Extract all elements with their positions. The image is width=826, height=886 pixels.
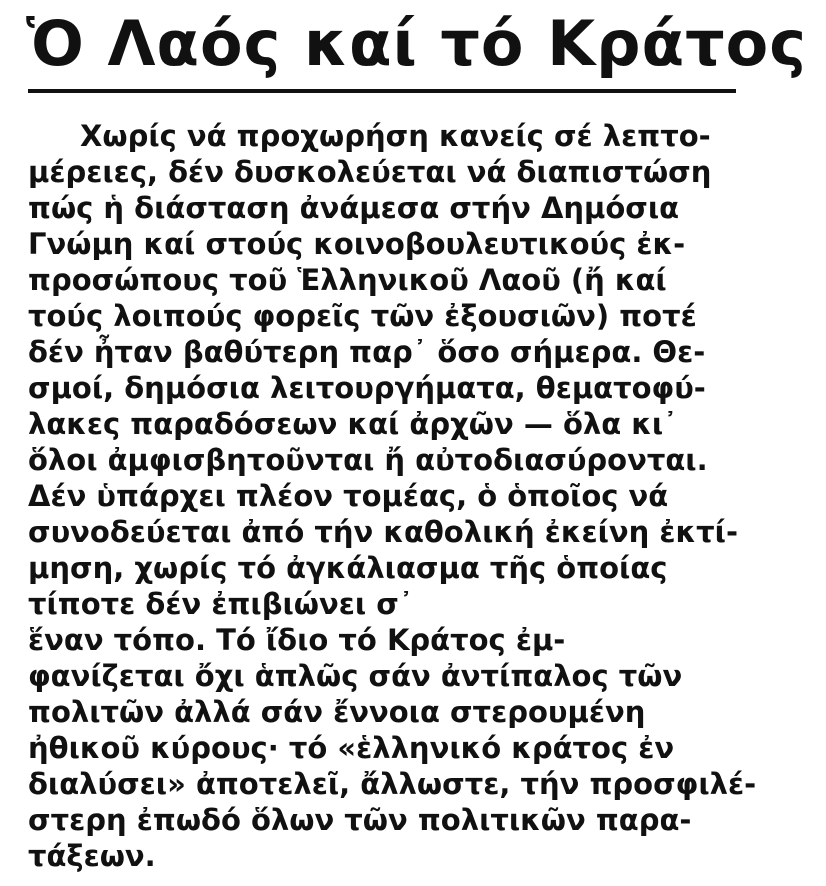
title-underline: [28, 89, 736, 93]
article-line-3: πώς ἡ διάσταση ἀνάμεσα στήν Δημόσια: [28, 191, 680, 225]
article-title: Ὁ Λαός καί τό Κράτος: [26, 7, 808, 80]
article-line-11: Δέν ὑπάρχει πλέον τομέας, ὁ ὁποῖος νά: [28, 479, 669, 513]
article-line-13: μηση, χωρίς τό ἀγκάλιασμα τῆς ὁποίας: [28, 551, 668, 585]
article-line-19: διαλύσει» ἀποτελεῖ, ἄλλωστε, τήν προσφιλέ-: [28, 767, 757, 801]
article-line-12: συνοδεύεται ἀπό τήν καθολική ἐκείνη ἐκτί-: [28, 515, 738, 549]
article-line-5: προσώπους τοῦ Ἑλληνικοῦ Λαοῦ (ἤ καί: [28, 263, 667, 297]
article-line-9: λακες παραδόσεων καί ἀρχῶν — ὅλα κι᾽: [28, 407, 678, 441]
article-line-10: ὅλοι ἀμφισβητοῦνται ἤ αὐτοδιασύρονται.: [28, 443, 708, 477]
article-line-2: μέρειες, δέν δυσκολεύεται νά διαπιστώση: [28, 155, 712, 189]
article-line-21: τάξεων.: [28, 839, 156, 873]
article-line-1: Χωρίς νά προχωρήση κανείς σέ λεπτο-: [80, 119, 711, 153]
article-line-14: τίποτε δέν ἐπιβιώνει σ᾽: [28, 587, 414, 621]
article-line-6: τούς λοιπούς φορεῖς τῶν ἐξουσιῶν) ποτέ: [28, 299, 697, 333]
article-line-18: ἠθικοῦ κύρους· τό «ἑλληνικό κράτος ἐν: [28, 731, 675, 765]
article-body: [28, 118, 802, 874]
article-line-20: στερη ἐπωδό ὅλων τῶν πολιτικῶν παρα-: [28, 803, 692, 837]
article-line-7: δέν ἦταν βαθύτερη παρ᾽ ὅσο σήμερα. Θε-: [28, 335, 706, 369]
article-line-8: σμοί, δημόσια λειτουργήματα, θεματοφύ-: [28, 371, 706, 405]
article-line-16: φανίζεται ὄχι ἁπλῶς σάν ἀντίπαλος τῶν: [28, 659, 683, 693]
article-line-17: πολιτῶν ἀλλά σάν ἔννοια στερουμένη: [28, 695, 646, 729]
article-line-4: Γνώμη καί στούς κοινοβουλευτικούς ἐκ-: [28, 227, 686, 261]
article-line-15: ἕναν τόπο. Τό ἴδιο τό Κράτος ἐμ-: [28, 623, 566, 657]
